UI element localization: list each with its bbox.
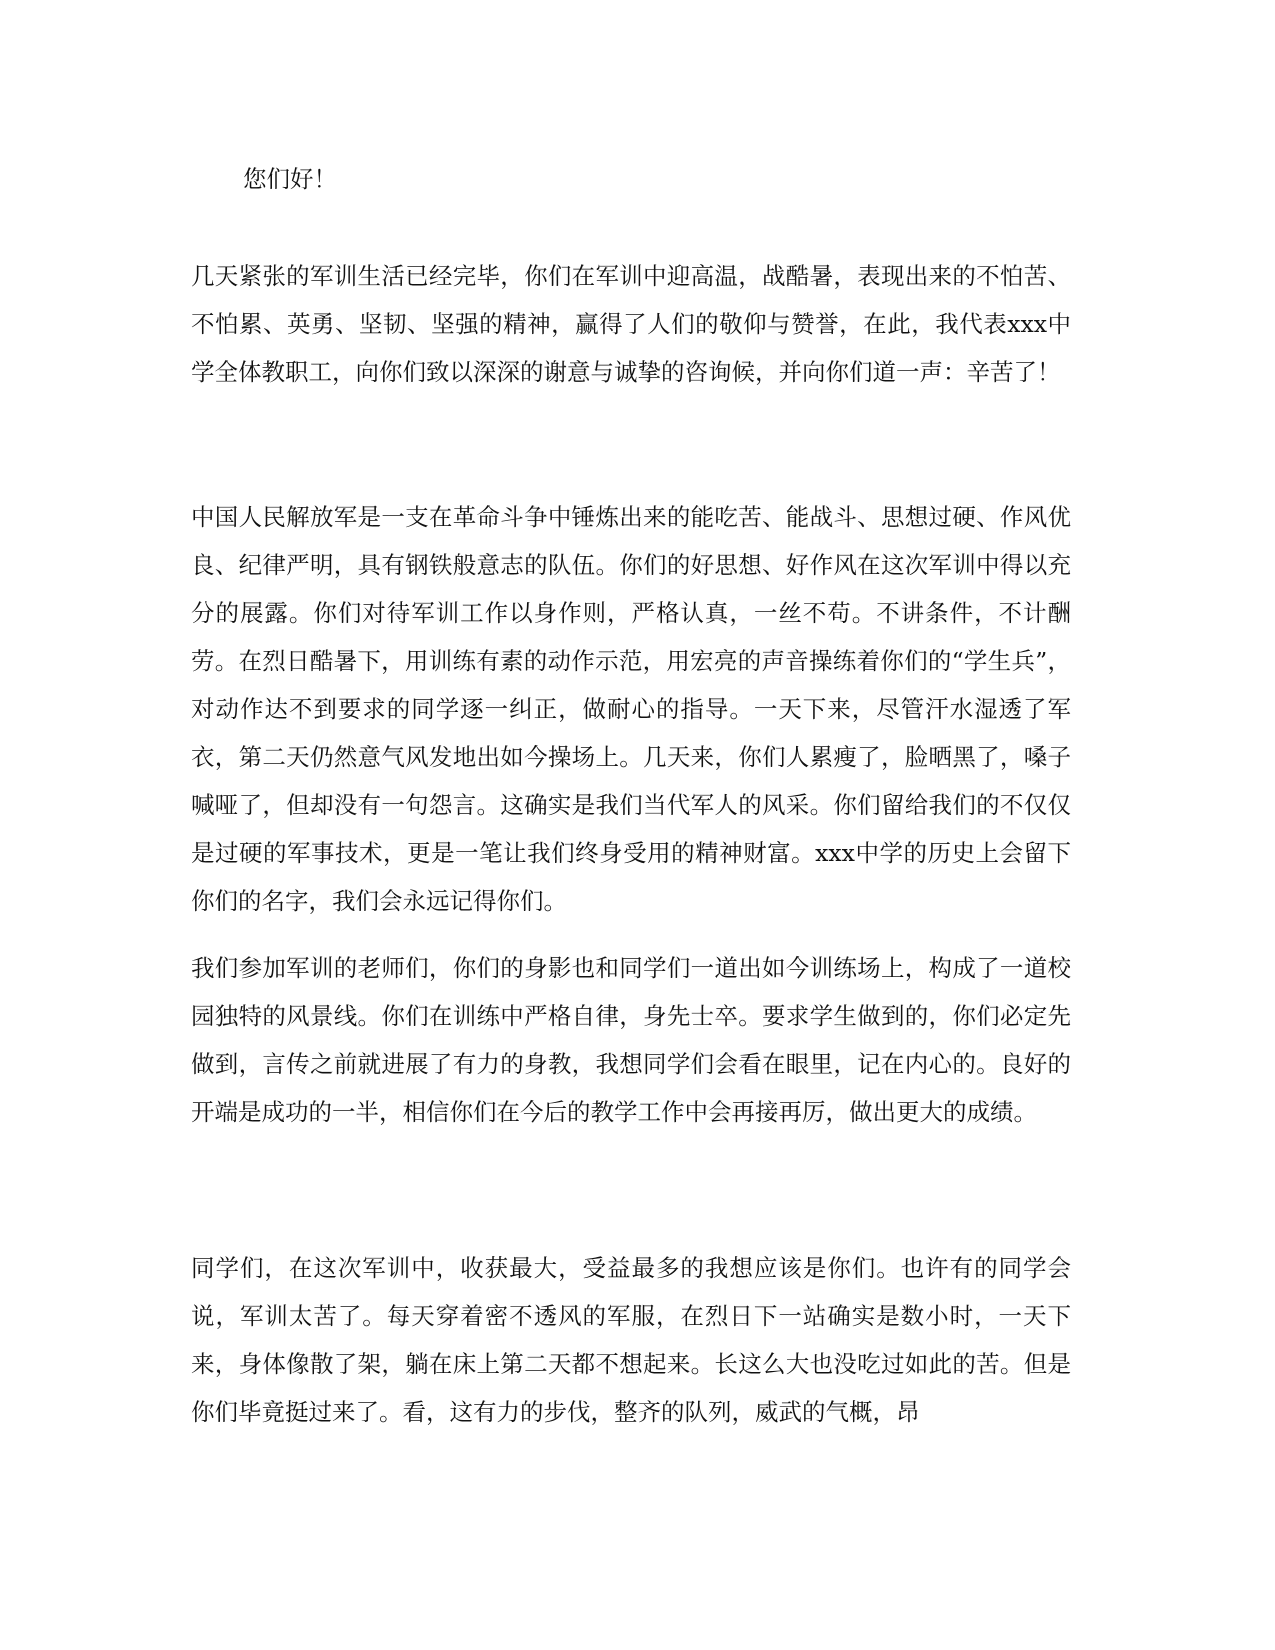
- paragraph-2: 中国人民解放军是一支在革命斗争中锤炼出来的能吃苦、能战斗、思想过硬、作风优良、纪律严明，具有钢铁般意志的队伍。你们的好思想、好作风在这次军训中得以充分的展露。你们对待军训工作以身作则，严格认真，一丝不苟。不讲条件，不计酬劳。在烈日酷暑下，用训练有素的动作示范，用宏亮的声音操练着你们的“学生兵”，对动作达不到要求的同学逐一纠正，做耐心的指导。一天下来，尽管汗水湿透了军衣，第二天仍然意气风发地出如今操场上。几天来，你们人累瘦了，脸晒黑了，嗓子喊哑了，但却没有一句怨言。这确实是我们当代军人的风采。你们留给我们的不仅仅是过硬的军事技术，更是一笔让我们终身受用的精神财富。xxx中学的历史上会留下你们的名字，我们会永远记得你们。: [191, 503, 1071, 915]
- paragraph-4: 同学们，在这次军训中，收获最大，受益最多的我想应该是你们。也许有的同学会说，军训太苦了。每天穿着密不透风的军服，在烈日下一站确实是数小时，一天下来，身体像散了架，躺在床上第二天都不想起来。长这么大也没吃过如此的苦。但是你们毕竟挺过来了。看，这有力的步伐，整齐的队列，威武的气概，昂: [191, 1254, 1071, 1426]
- paragraph-3: 我们参加军训的老师们，你们的身影也和同学们一道出如今训练场上，构成了一道校园独特的风景线。你们在训练中严格自律，身先士卒。要求学生做到的，你们必定先做到，言传之前就进展了有力的身教，我想同学们会看在眼里，记在内心的。良好的开端是成功的一半，相信你们在今后的教学工作中会再接再厉，做出更大的成绩。: [191, 954, 1071, 1126]
- paragraph-1: 几天紧张的军训生活已经完毕，你们在军训中迎高温，战酷暑，表现出来的不怕苦、不怕累、英勇、坚韧、坚强的精神，赢得了人们的敬仰与赞誉，在此，我代表xxx中学全体教职工，向你们致以深深的谢意与诚挚的咨询候，并向你们道一声：辛苦了！: [191, 262, 1071, 386]
- greeting: 您们好！: [243, 165, 337, 193]
